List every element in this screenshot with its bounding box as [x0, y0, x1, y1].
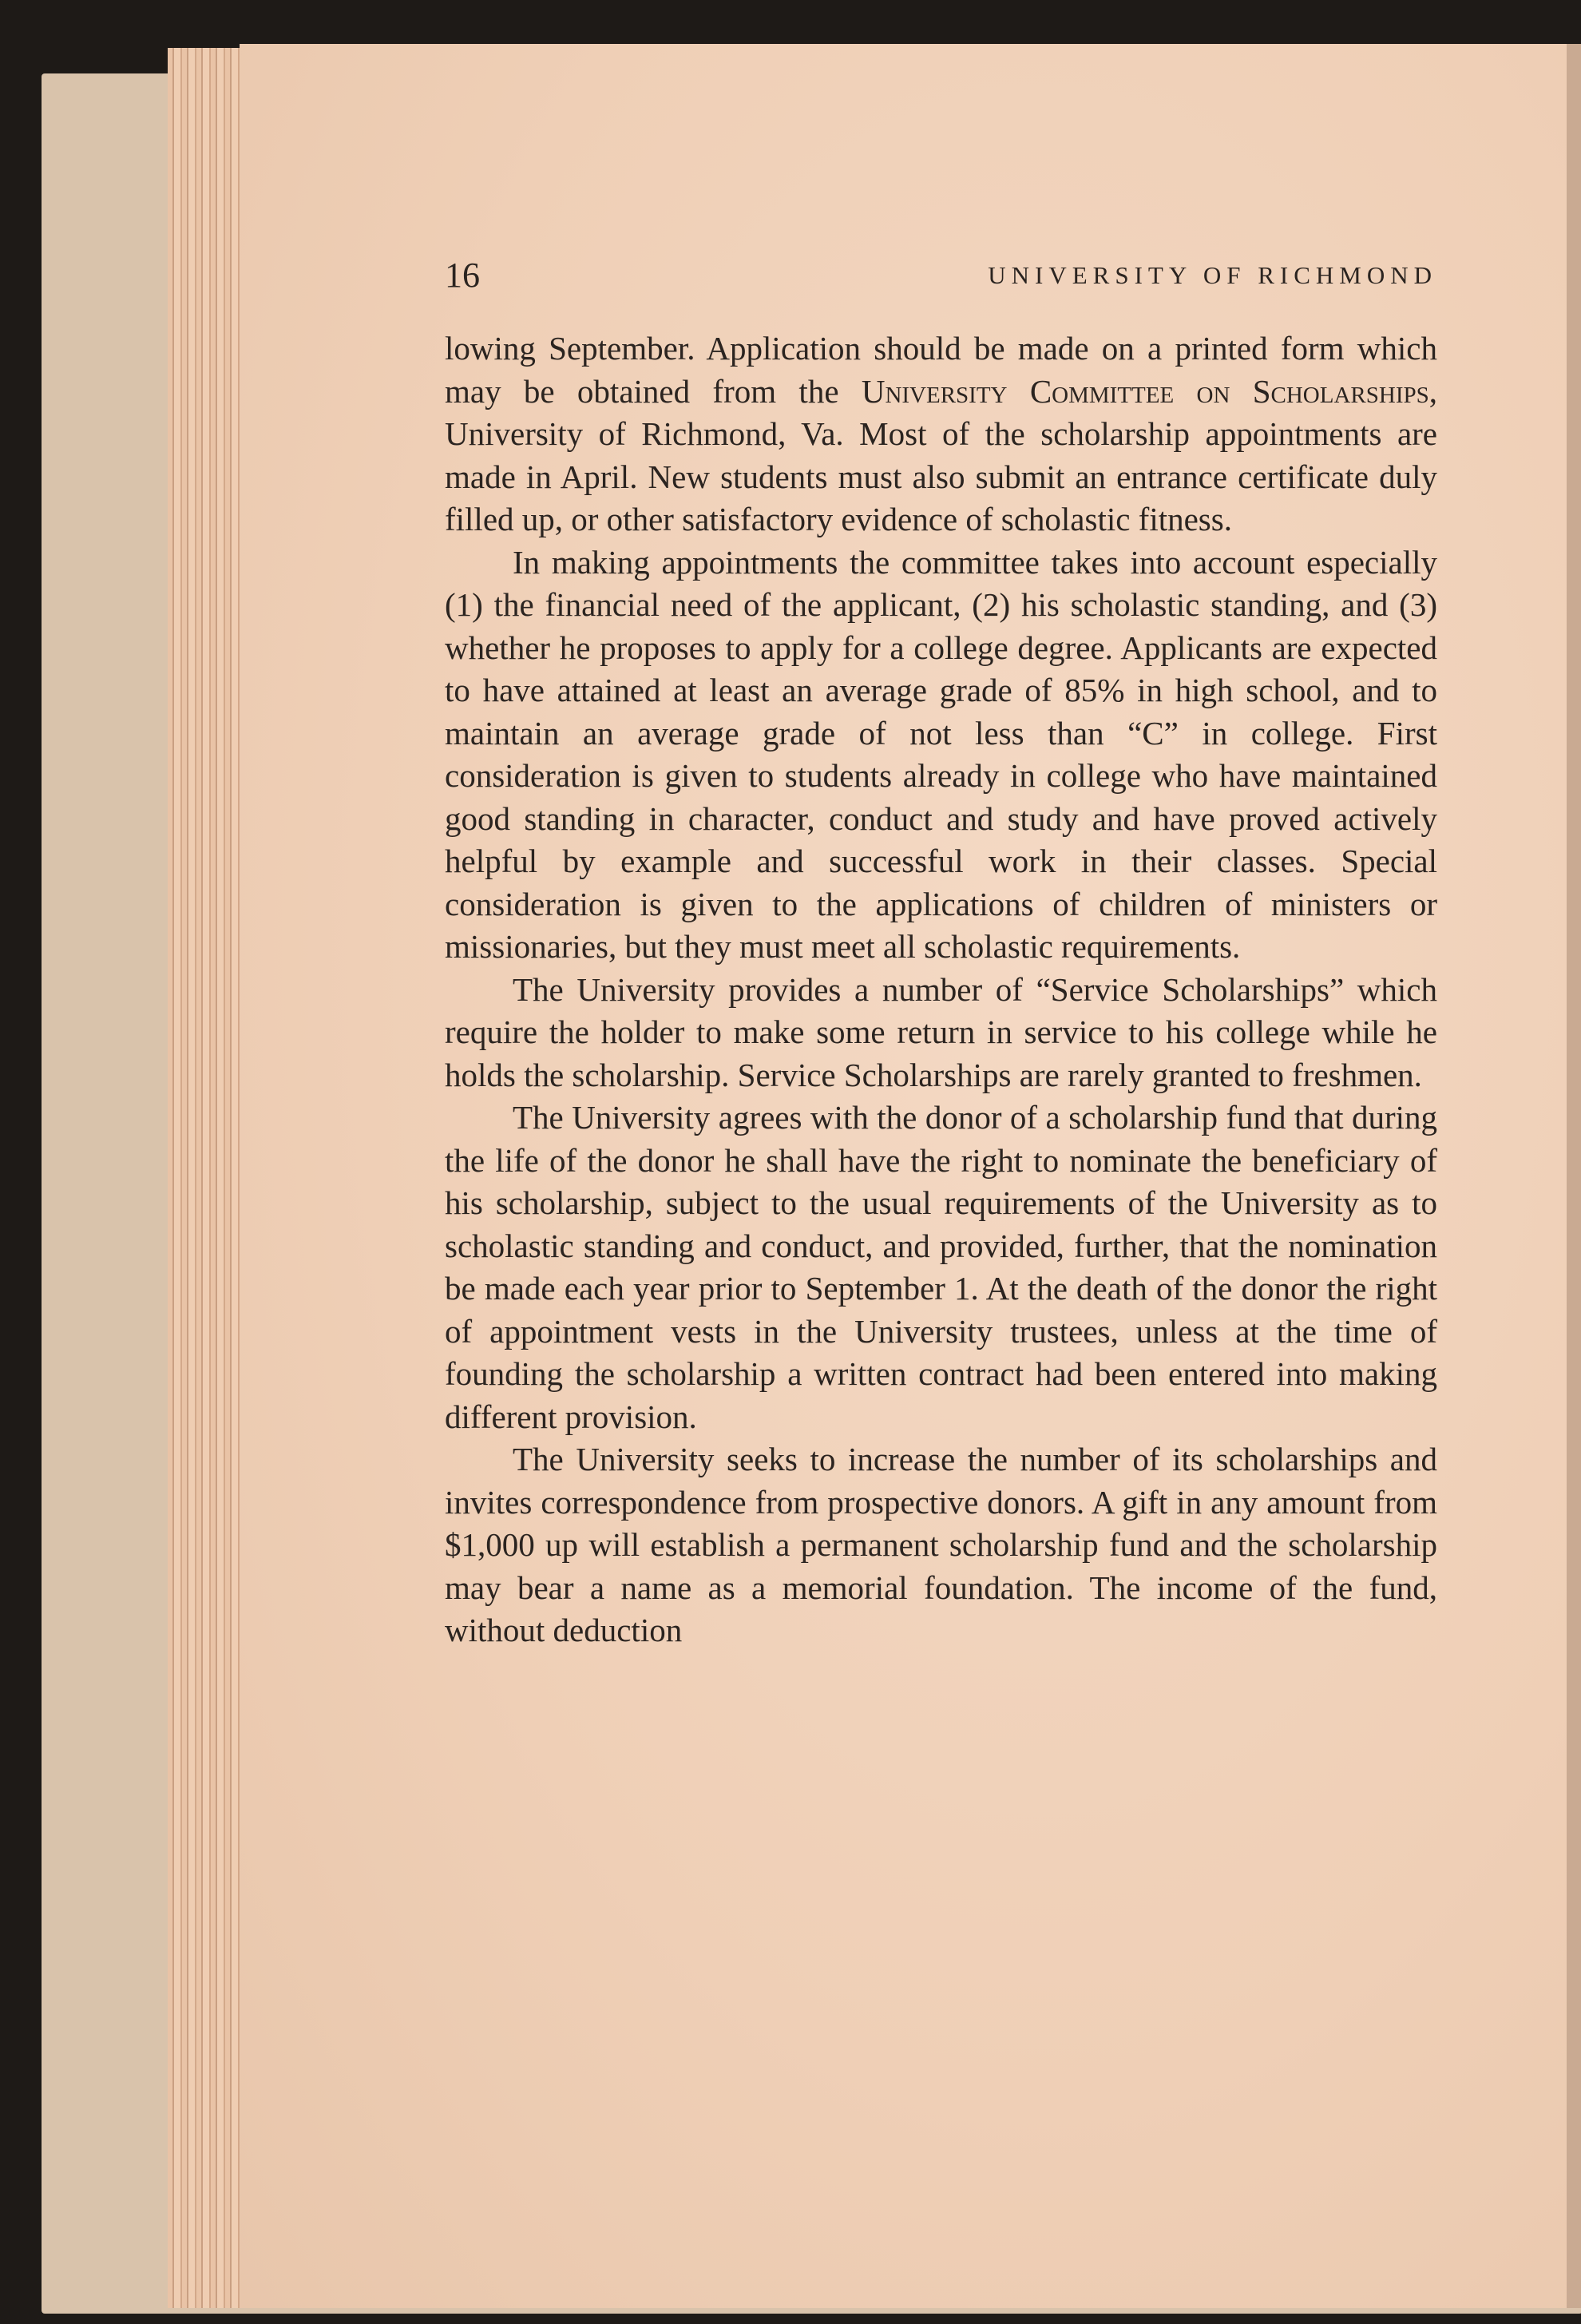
paragraph-text: , University of Richmond, Va. Most of the scholarship appointments are made in April. New students must also submit an entrance certificate duly filled up, or other satisfactory evidence of scholastic fitness.	[445, 372, 1437, 537]
running-head	[445, 252, 1437, 299]
page-edge-stack	[168, 48, 248, 2308]
body-text	[445, 327, 1437, 1652]
right-page-edge	[1567, 44, 1581, 2308]
running-title: UNIVERSITY OF RICHMOND	[988, 261, 1437, 289]
paragraph-application	[445, 327, 1437, 541]
paragraph-new-scholarships: The University seeks to increase the number of its scholarships and invites correspondence from prospective donors. A gift in any amount from $1,000 up will establish a permanent scholarship fund and the scholarship may bear a name as a memorial foundation. The income of the fund, without deduction	[445, 1441, 1437, 1648]
committee-name: University Committee on Scholarships	[861, 372, 1429, 410]
paragraph-service-scholarships: The University provides a number of “Service Scholarships” which require the holder to make some return in service to his college while he holds the scholarship. Service Scholarships are rarely granted to freshmen.	[445, 970, 1437, 1093]
paragraph-appointments: In making appointments the committee takes into account especially (1) the financial need of the applicant, (2) his scholastic standing, and (3) whether he proposes to apply for a college degree. Applicants are expected to have attained at least an average grade of 85% in high school, and to maintain an average grade of not less than “C” in college. First consideration is given to students already in college who have maintained good standing in character, conduct and study and have proved actively helpful by example and successful work in their classes. Special consideration is given to the applications of children of ministers or missionaries, but they must meet all scholastic requirements.	[445, 543, 1437, 965]
page-number: 16	[445, 256, 480, 295]
paragraph-donor-nomination: The University agrees with the donor of a scholarship fund that during the life of the donor he shall have the right to nominate the beneficiary of his scholarship, subject to the usual requirements of the University as to scholastic standing and conduct, and provided, further, that the nomination be made each year prior to September 1. At the death of the donor the right of appointment vests in the University trustees, unless at the time of founding the scholarship a written contract had been entered into making different provision.	[445, 1099, 1437, 1435]
paragraph-text: lowing September. Application should be made on a printed form which may be obtained from the	[445, 330, 1437, 410]
